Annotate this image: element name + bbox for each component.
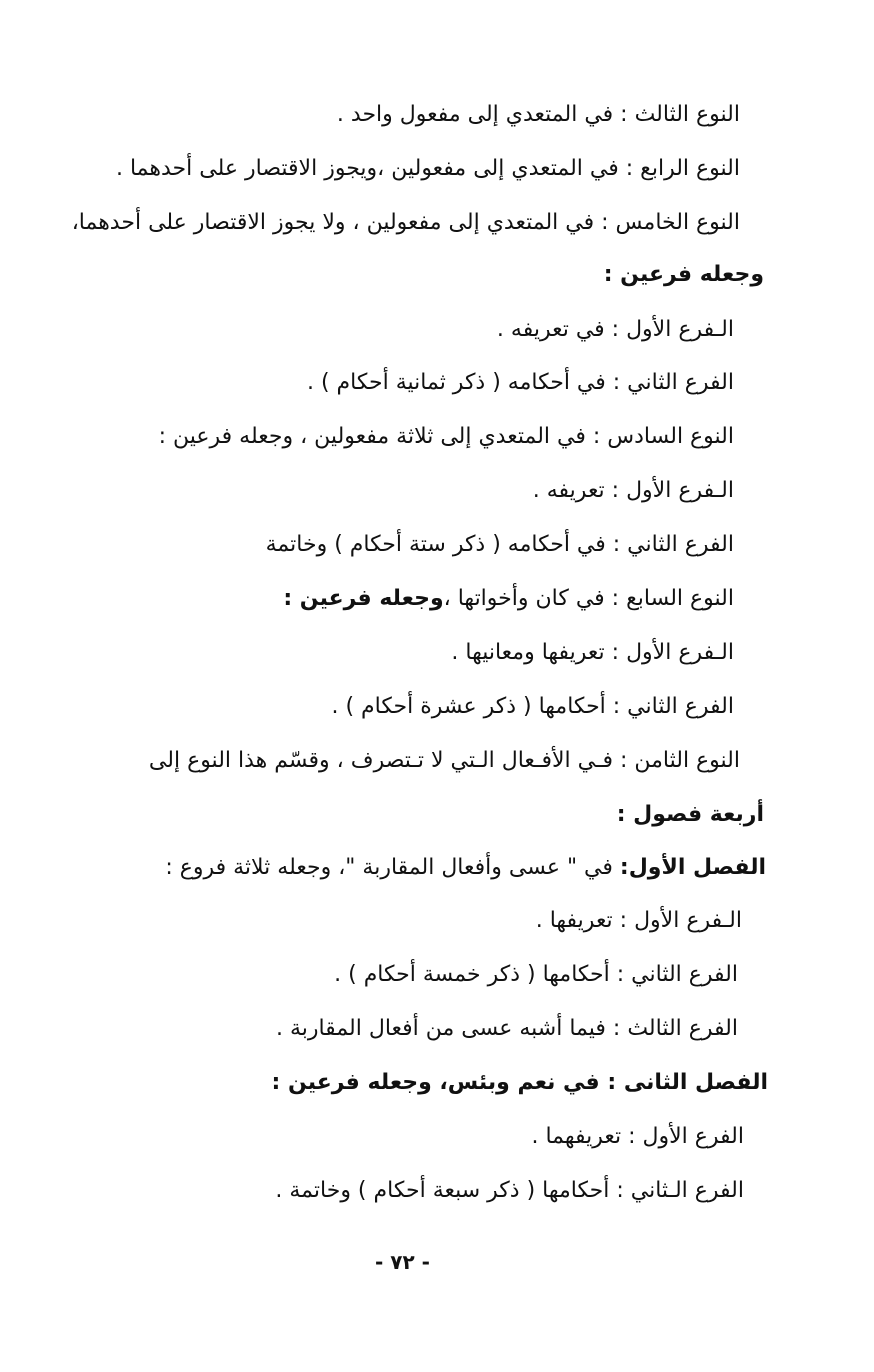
text-line-10 <box>283 584 734 614</box>
text-line-17 <box>334 960 738 990</box>
text-run: الفرع الثاني : أحكامها ( ذكر خمسة أحكام ) . <box>334 962 738 987</box>
text-line-11 <box>451 638 734 668</box>
text-run: الفرع الثاني : أحكامها ( ذكر عشرة أحكام ) . <box>331 694 734 719</box>
page-number: - ٧٢ - <box>375 1250 430 1274</box>
text-run: الفرع الـثاني : أحكامها ( ذكر سبعة أحكام ) وخاتمة . <box>275 1178 744 1203</box>
text-run: الـفرع الأول : تعريفه . <box>532 478 734 503</box>
text-run: النوع الثالث : في المتعدي إلى مفعول واحد . <box>336 102 740 127</box>
text-run: النوع السادس : في المتعدي إلى ثلاثة مفعولين ، وجعله فرعين : <box>158 424 734 449</box>
text-line-13 <box>149 746 740 776</box>
text-run: الفرع الأول : تعريفهما . <box>531 1124 744 1149</box>
text-line-16 <box>536 906 742 936</box>
text-run: النوع السابع : في كان وأخواتها ، <box>443 586 734 611</box>
heading-run: وجعله فرعين : <box>603 262 764 287</box>
text-line-6 <box>307 368 734 398</box>
heading-run: الفصل الأول: <box>619 855 766 880</box>
text-run: النوع الخامس : في المتعدي إلى مفعولين ، ولا يجوز الاقتصار على أحدهما، <box>71 210 740 235</box>
text-line-19 <box>271 1068 768 1098</box>
text-line-7 <box>159 422 734 452</box>
text-run: النوع الرابع : في المتعدي إلى مفعولين ،ويجوز الاقتصار على أحدهما . <box>115 156 740 181</box>
heading-run: وجعله فرعين : <box>283 586 444 611</box>
text-line-21 <box>275 1176 744 1206</box>
text-run: الفرع الثالث : فيما أشبه عسى من أفعال المقاربة . <box>275 1016 738 1041</box>
text-line-1 <box>337 100 740 130</box>
text-line-3 <box>72 208 740 238</box>
text-run: في " عسى وأفعال المقاربة "، وجعله ثلاثة فروع : <box>165 855 620 880</box>
text-line-15 <box>165 853 766 883</box>
text-line-18 <box>276 1014 738 1044</box>
text-line-20 <box>531 1122 744 1152</box>
text-run: الفرع الثاني : في أحكامه ( ذكر ستة أحكام ) وخاتمة <box>265 532 734 557</box>
text-line-12 <box>331 692 734 722</box>
text-line-2 <box>116 154 740 184</box>
heading-run: أربعة فصول : <box>616 802 764 827</box>
text-run: الفرع الثاني : في أحكامه ( ذكر ثمانية أحكام ) . <box>306 370 734 395</box>
text-line-5 <box>497 315 734 345</box>
heading-run: الفصل الثانى : في نعم وبئس، وجعله فرعين : <box>271 1070 768 1095</box>
text-run: الـفرع الأول : تعريفها ومعانيها . <box>451 640 734 665</box>
text-run: الـفرع الأول : تعريفها . <box>535 908 742 933</box>
text-line-14 <box>617 800 764 830</box>
text-run: النوع الثامن : فـي الأفـعال الـتي لا تـتصرف ، وقسّم هذا النوع إلى <box>148 748 740 773</box>
text-line-4 <box>604 260 764 290</box>
text-line-9 <box>266 530 734 560</box>
text-run: الـفرع الأول : في تعريفه . <box>496 317 734 342</box>
text-line-8 <box>533 476 734 506</box>
